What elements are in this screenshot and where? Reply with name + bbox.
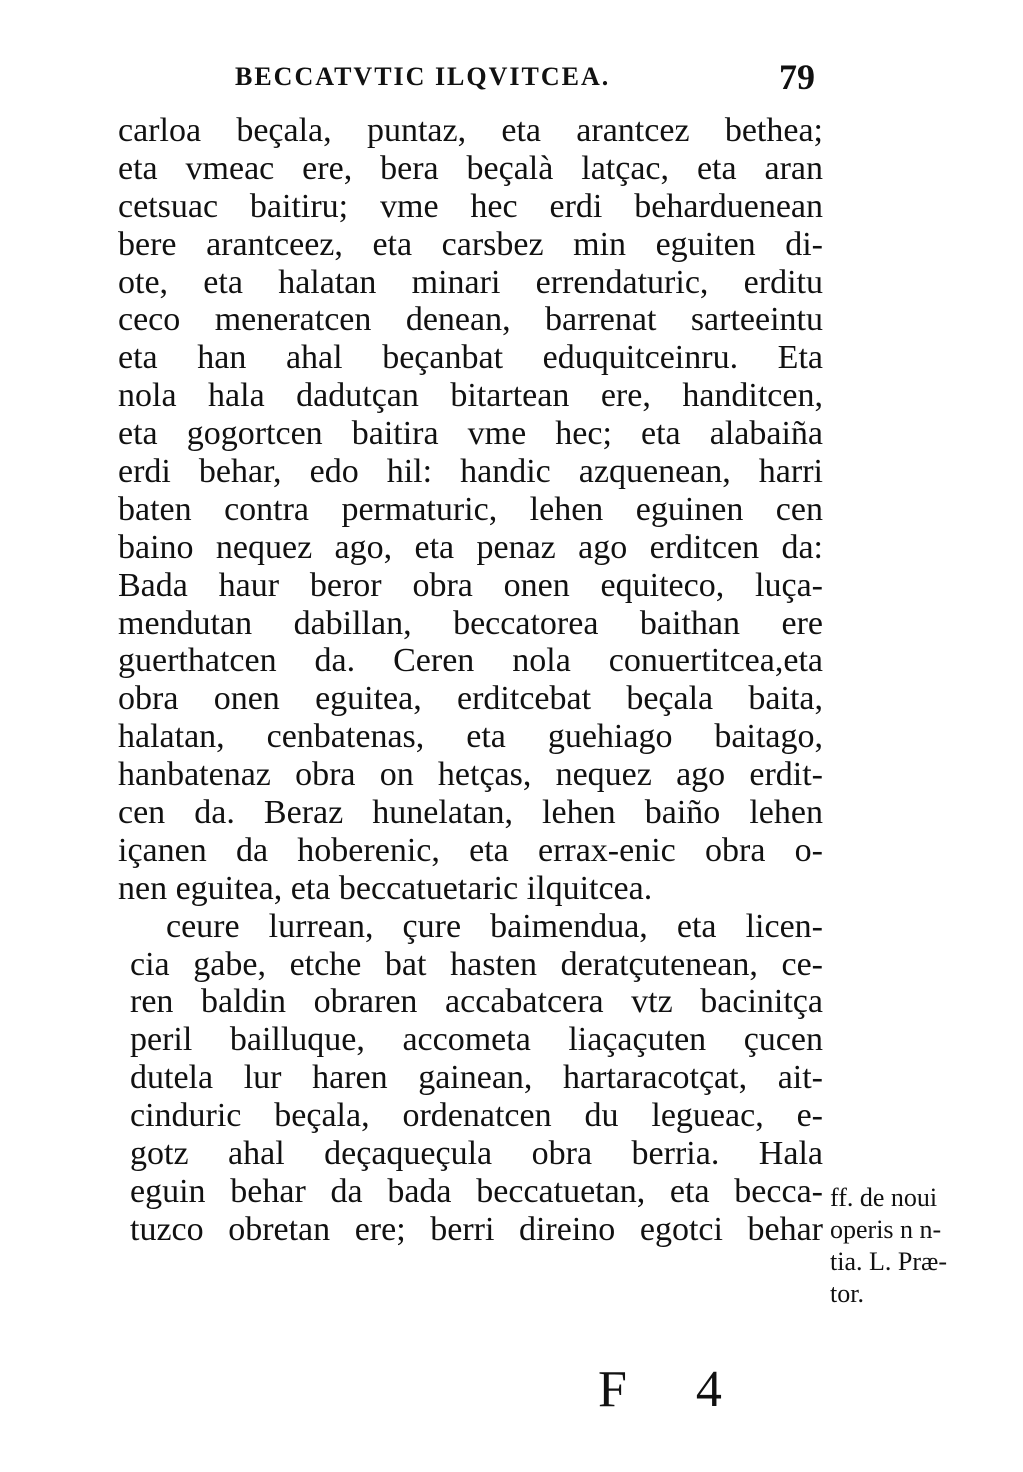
text-line: halatan, cenbatenas, eta guehiago baitago,	[118, 718, 823, 756]
page-header	[235, 58, 815, 98]
running-head: BECCATVTIC ILQVITCEA.	[235, 62, 611, 91]
text-line: bere arantceez, eta carsbez min eguiten di-	[118, 225, 823, 263]
signature-mark: F 4	[598, 1361, 750, 1418]
text-line: eguin behar da bada beccatuetan, eta becca-	[130, 1172, 823, 1210]
margin-note	[830, 1182, 1000, 1310]
text-line: ren baldin obraren accabatcera vtz bacinitça	[130, 983, 823, 1021]
text-line: nen eguitea, eta beccatuetaric ilquitcea.	[118, 869, 653, 907]
main-text	[118, 112, 823, 1249]
text-line: cia gabe, etche bat hasten deratçutenean, ce-	[130, 945, 823, 983]
text-line: hanbatenaz obra on hetças, nequez ago erdit-	[118, 756, 823, 794]
text-line: cetsuac baitiru; vme hec erdi beharduenean	[118, 187, 823, 225]
margin-note-line: tia. L. Præ-	[830, 1247, 947, 1276]
text-line: baten contra permaturic, lehen eguinen cen	[118, 490, 823, 528]
margin-note-line: tor.	[830, 1279, 864, 1308]
text-line: cen da. Beraz hunelatan, lehen baiño lehen	[118, 794, 823, 832]
text-line: içanen da hoberenic, eta errax-enic obra o-	[118, 831, 823, 869]
text-line: baino nequez ago, eta penaz ago erditcen da:	[118, 528, 823, 566]
text-line: guerthatcen da. Ceren nola conuertitcea,eta	[118, 642, 823, 680]
text-line: cinduric beçala, ordenatcen du legueac, e-	[130, 1097, 823, 1135]
margin-note-line: operis n n-	[830, 1215, 942, 1244]
margin-note-line: ff. de noui	[830, 1183, 938, 1212]
text-line: peril bailluque, accometa liaçaçuten çucen	[130, 1021, 823, 1059]
text-line: eta gogortcen baitira vme hec; eta alabaiña	[118, 415, 823, 453]
text-line: obra onen eguitea, erditcebat beçala baita,	[118, 680, 823, 718]
text-line: carloa beçala, puntaz, eta arantcez bethea;	[118, 112, 823, 149]
text-line: ote, eta halatan minari errendaturic, erditu	[118, 263, 823, 301]
text-line: ceure lurrean, çure baimendua, eta licen-	[166, 907, 823, 945]
page-number: 79	[779, 57, 815, 97]
text-line: erdi behar, edo hil: handic azquenean, harri	[118, 453, 823, 491]
text-line: nola hala dadutçan bitartean ere, handitcen,	[118, 377, 823, 415]
text-line: ceco meneratcen denean, barrenat sarteeintu	[118, 301, 823, 339]
text-line: eta han ahal beçanbat eduquitceinru. Eta	[118, 339, 823, 377]
text-line: eta vmeac ere, bera beçalà latçac, eta aran	[118, 149, 823, 187]
text-line: gotz ahal deçaqueçula obra berria. Hala	[130, 1135, 823, 1173]
text-line: Bada haur beror obra onen equiteco, luça-	[118, 566, 823, 604]
text-line: dutela lur haren gainean, hartaracotçat, ait-	[130, 1059, 823, 1097]
text-line: mendutan dabillan, beccatorea baithan ere	[118, 604, 823, 642]
text-line: tuzco obretan ere; berri direino egotci behar	[130, 1210, 823, 1248]
